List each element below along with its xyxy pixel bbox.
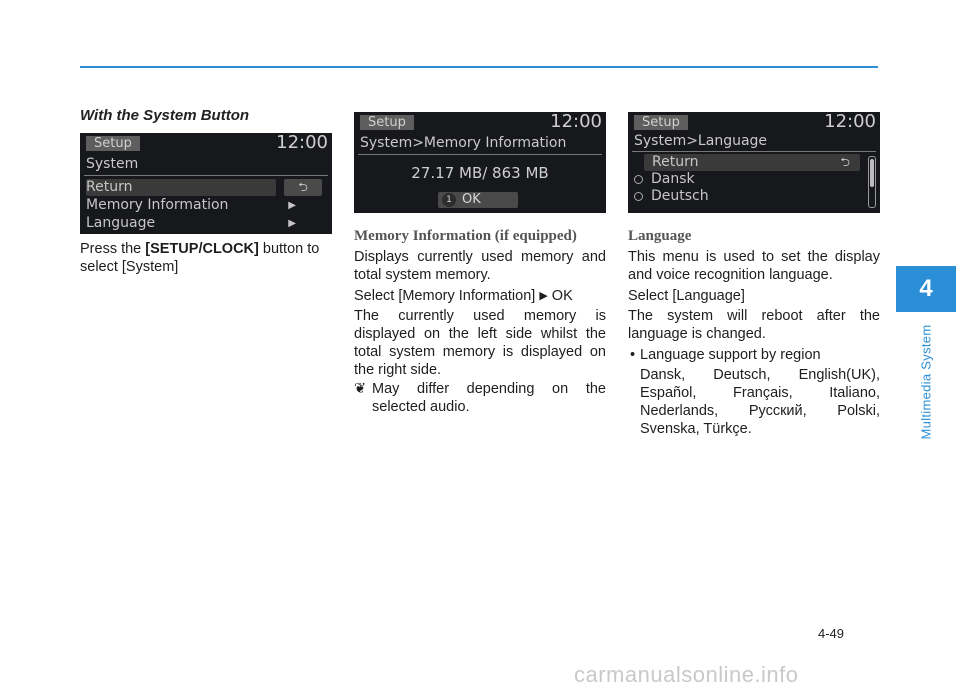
chapter-title: Multimedia System (918, 324, 934, 440)
memory-information-screen (354, 112, 606, 213)
title-underline (632, 151, 876, 152)
language-screen (628, 112, 880, 213)
watermark: carmanualsonline.info (574, 662, 799, 687)
title-underline (358, 154, 602, 155)
language-paragraph-2: Select [Language] (628, 288, 745, 304)
clock: 12:00 (824, 112, 876, 132)
section-heading: With the System Button (80, 107, 250, 124)
language-bullet (628, 346, 880, 364)
memory-note (354, 380, 606, 416)
instruction-post: button to select [System] (80, 241, 320, 275)
language-option-dansk[interactable] (634, 171, 874, 188)
scrollbar-thumb[interactable] (870, 159, 874, 187)
screen-title: System>Memory Information (360, 135, 567, 151)
memory-paragraph-1: Displays currently used memory and total system memory. (354, 249, 606, 283)
memory-usage: 27.17 MB/ 863 MB (411, 164, 549, 182)
screen-title: System>Language (634, 133, 768, 149)
radio-icon (634, 192, 643, 201)
instruction-pre: Press the (80, 241, 146, 257)
top-rule (80, 66, 878, 68)
bullet-text: Language support by region (640, 347, 821, 363)
ok-label: OK (462, 192, 481, 207)
chapter-tab (896, 266, 956, 312)
select-memory-text: Select [Memory Information] (354, 288, 536, 304)
menu-item-label: Language (86, 215, 156, 231)
button-number-badge: 1 (442, 193, 456, 207)
menu-item-memory-information[interactable] (86, 197, 326, 214)
bullet-dot-icon: • (630, 347, 636, 363)
arrow-right-icon: ▶ (539, 290, 548, 302)
setup-tab: Setup (360, 115, 414, 130)
return-arrow-icon: ⮌ (840, 155, 850, 169)
language-list: Dansk, Deutsch, English(UK), Español, Français, Italiano, Nederlands, Русский, Polski, Svenska, Türkçe. (640, 367, 880, 437)
menu-item-return[interactable] (86, 179, 276, 196)
setup-tab: Setup (86, 136, 140, 151)
menu-item-label: Return (86, 179, 133, 195)
menu-item-language[interactable] (86, 215, 326, 232)
ok-button[interactable] (438, 192, 518, 208)
language-option-label: Dansk (651, 171, 695, 187)
instruction-text (80, 240, 332, 276)
memory-information-heading: Memory Information (if equipped) (354, 228, 577, 244)
language-paragraph-3: The system will reboot after the language is changed. (628, 308, 880, 342)
ok-text: OK (551, 288, 573, 304)
title-underline (84, 175, 328, 176)
scrollbar[interactable] (868, 156, 876, 208)
system-menu-screen (80, 133, 332, 234)
chevron-right-icon: ▶ (288, 218, 296, 229)
memory-paragraph-3: The currently used memory is displayed on the left side whilst the total system memory is displayed on the right side. (354, 308, 606, 378)
chevron-right-icon: ▶ (288, 200, 296, 211)
language-heading: Language (628, 228, 692, 244)
chapter-number: 4 (919, 275, 933, 302)
menu-item-label: Memory Information (86, 197, 229, 213)
radio-icon (634, 175, 643, 184)
page-number: 4-49 (818, 626, 845, 641)
language-option-deutsch[interactable] (634, 188, 874, 205)
language-paragraph-1: This menu is used to set the display and voice recognition language. (628, 249, 880, 283)
note-symbol-icon: ❦ (354, 381, 367, 397)
screen-title: System (86, 156, 139, 172)
return-arrow-icon[interactable]: ⮌ (284, 179, 322, 196)
screen-header (628, 112, 880, 132)
clock: 12:00 (550, 112, 602, 132)
screen-header (80, 133, 332, 153)
menu-item-return[interactable] (644, 154, 860, 171)
clock: 12:00 (276, 133, 328, 153)
setup-tab: Setup (634, 115, 688, 130)
note-text: May differ depending on the selected audio. (372, 381, 606, 415)
language-option-label: Deutsch (651, 188, 709, 204)
memory-paragraph-2 (354, 287, 606, 305)
setup-clock-label: [SETUP/CLOCK] (145, 241, 259, 257)
menu-item-label: Return (652, 154, 699, 170)
screen-header (354, 112, 606, 132)
